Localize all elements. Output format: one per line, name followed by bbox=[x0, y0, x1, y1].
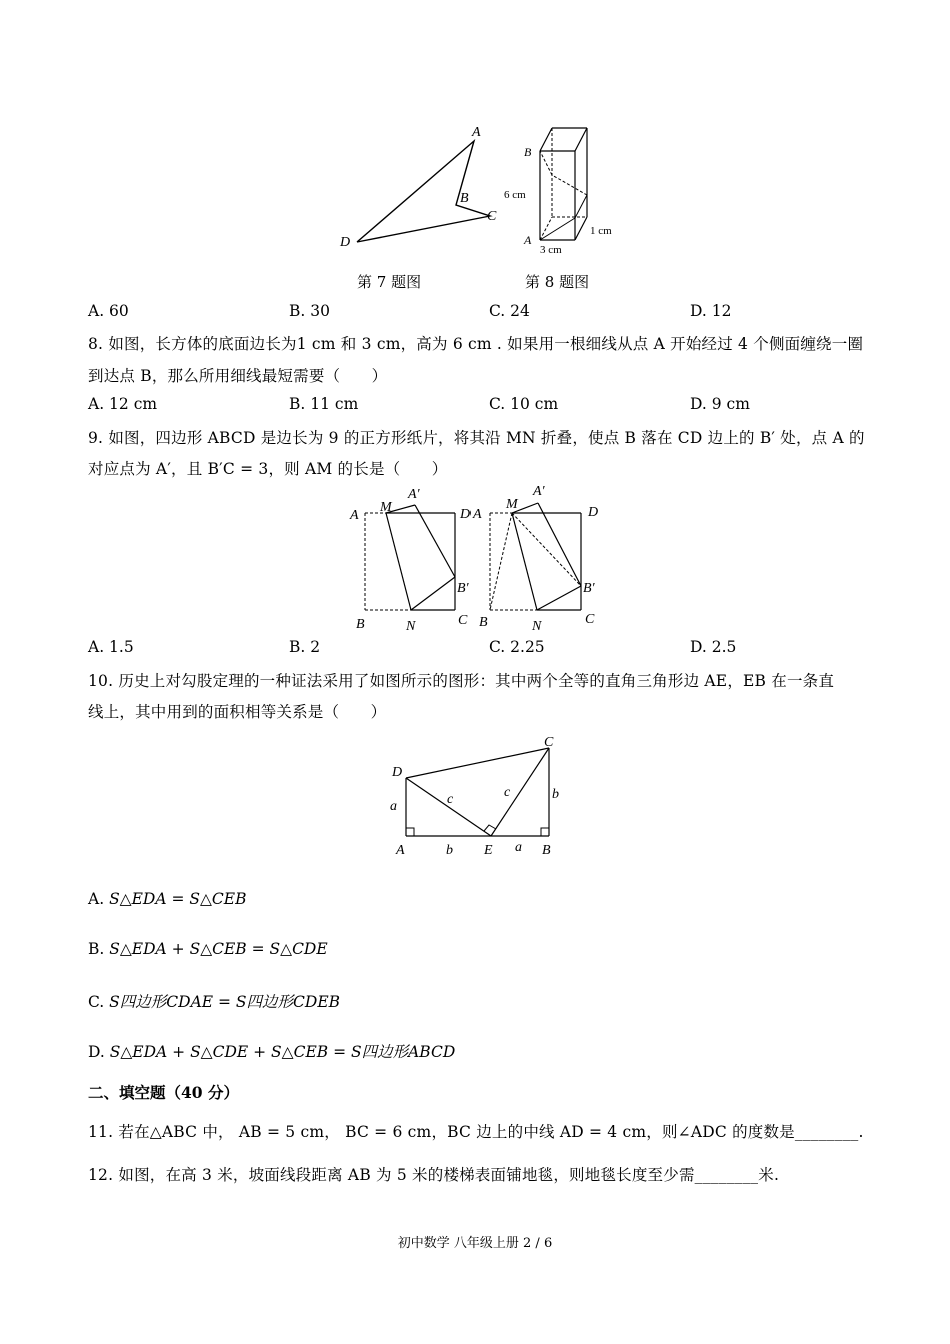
figure-label: C bbox=[544, 735, 554, 750]
figure-label: D bbox=[460, 507, 471, 522]
figure-label: c bbox=[447, 792, 454, 807]
fig7-label-b: B bbox=[460, 191, 469, 206]
figure-7 bbox=[330, 120, 510, 255]
figure-label: A′ bbox=[533, 484, 545, 499]
q7-option-c[interactable]: C. 24 bbox=[489, 302, 530, 320]
q8-option-a[interactable]: A. 12 cm bbox=[88, 395, 158, 413]
q10-stem-line2: 线上，其中用到的面积相等关系是（ ） bbox=[88, 703, 387, 721]
figure-label: C bbox=[458, 613, 468, 628]
q7-option-b[interactable]: B. 30 bbox=[289, 302, 330, 320]
fig7-outline bbox=[357, 141, 490, 242]
q11-text: 11. 若在△ABC 中， AB = 5 cm， BC = 6 cm，BC 边上的中线 AD = 4 cm，则∠ADC 的度数是________. bbox=[88, 1123, 864, 1141]
figure-label: N bbox=[406, 619, 416, 633]
q10-option-b[interactable]: B. S△EDA + S△CEB = S△CDE bbox=[88, 940, 328, 958]
q8-stem-line2: 到达点 B，那么所用细线最短需要（ ） bbox=[88, 367, 388, 385]
figure-label: A′ bbox=[408, 487, 420, 502]
q9-option-a[interactable]: A. 1.5 bbox=[88, 638, 134, 656]
figure-label: N bbox=[532, 619, 542, 633]
figure-label: M bbox=[380, 500, 392, 515]
fig8-label-a: A bbox=[524, 233, 532, 247]
fig8-width: 3 cm bbox=[540, 244, 562, 255]
figure-label: a bbox=[390, 799, 397, 814]
fig8-label-b: B bbox=[524, 145, 532, 159]
q7-option-a[interactable]: A. 60 bbox=[88, 302, 129, 320]
fig8-depth: 1 cm bbox=[590, 225, 612, 237]
figure-label: D bbox=[392, 765, 403, 780]
q8-option-d[interactable]: D. 9 cm bbox=[690, 395, 750, 413]
q9-option-b[interactable]: B. 2 bbox=[289, 638, 321, 656]
figure-label: B′ bbox=[583, 581, 595, 596]
q9-option-c[interactable]: C. 2.25 bbox=[489, 638, 545, 656]
figure-label: B bbox=[356, 617, 365, 632]
figure-label: A bbox=[396, 843, 405, 858]
fig8-height: 6 cm bbox=[504, 189, 526, 201]
q7-option-d[interactable]: D. 12 bbox=[690, 302, 732, 320]
fig7-label-a: A bbox=[472, 125, 481, 140]
figure-label: c bbox=[504, 785, 511, 800]
figure-label: E bbox=[484, 843, 493, 858]
figure-label bbox=[470, 507, 471, 522]
figure-label: B bbox=[479, 615, 488, 630]
q9-stem-line1: 9. 如图，四边形 ABCD 是边长为 9 的正方形纸片，将其沿 MN 折叠，使点 B 落在 CD 边上的 B′ 处，点 A 的 bbox=[88, 429, 865, 447]
figure-label: A bbox=[350, 508, 359, 523]
q8-option-b[interactable]: B. 11 cm bbox=[289, 395, 359, 413]
q9-stem-line2: 对应点为 A′，且 B′C = 3，则 AM 的长是（ ） bbox=[88, 460, 448, 478]
q9-figure-right bbox=[470, 478, 615, 633]
fig8-caption: 第 8 题图 bbox=[525, 273, 590, 291]
q10-option-c[interactable]: C. S四边形CDAE = S四边形CDEB bbox=[88, 993, 341, 1011]
figure-label: D bbox=[588, 505, 599, 520]
fig7-caption: 第 7 题图 bbox=[357, 273, 422, 291]
figure-label: B bbox=[542, 843, 551, 858]
section-fill-in-title: 二、填空题（40 分） bbox=[88, 1083, 239, 1102]
q8-stem-line1: 8. 如图，长方体的底面边长为1 cm 和 3 cm，高为 6 cm . 如果用一根细线从点 A 开始经过 4 个侧面缠绕一圈 bbox=[88, 335, 864, 353]
q9-option-d[interactable]: D. 2.5 bbox=[690, 638, 737, 656]
fig7-label-d: D bbox=[340, 235, 351, 250]
figure-label: C bbox=[585, 612, 595, 627]
figure-label: M bbox=[506, 497, 518, 512]
q9-figure-left bbox=[340, 478, 485, 633]
figure-label: A bbox=[473, 507, 482, 522]
q10-stem-line1: 10. 历史上对勾股定理的一种证法采用了如图所示的图形：其中两个全等的直角三角形边 AE，EB 在一条直 bbox=[88, 672, 835, 690]
q8-option-c[interactable]: C. 10 cm bbox=[489, 395, 559, 413]
page-footer: 初中数学 八年级上册 2 / 6 bbox=[397, 1236, 553, 1251]
figure-label: a bbox=[515, 840, 522, 855]
figure-label: B′ bbox=[457, 581, 469, 596]
q10-option-a[interactable]: A. S△EDA = S△CEB bbox=[88, 890, 247, 908]
figure-label: b bbox=[446, 843, 453, 858]
fig7-label-c: C bbox=[487, 209, 497, 224]
figure-label: b bbox=[552, 787, 559, 802]
q10-figure bbox=[380, 728, 570, 863]
q12-text: 12. 如图，在高 3 米，坡面线段距离 AB 为 5 米的楼梯表面铺地毯，则地毯长度至少需________米. bbox=[88, 1166, 780, 1184]
q10-option-d[interactable]: D. S△EDA + S△CDE + S△CEB = S四边形ABCD bbox=[88, 1043, 456, 1061]
figure-8 bbox=[500, 120, 630, 255]
